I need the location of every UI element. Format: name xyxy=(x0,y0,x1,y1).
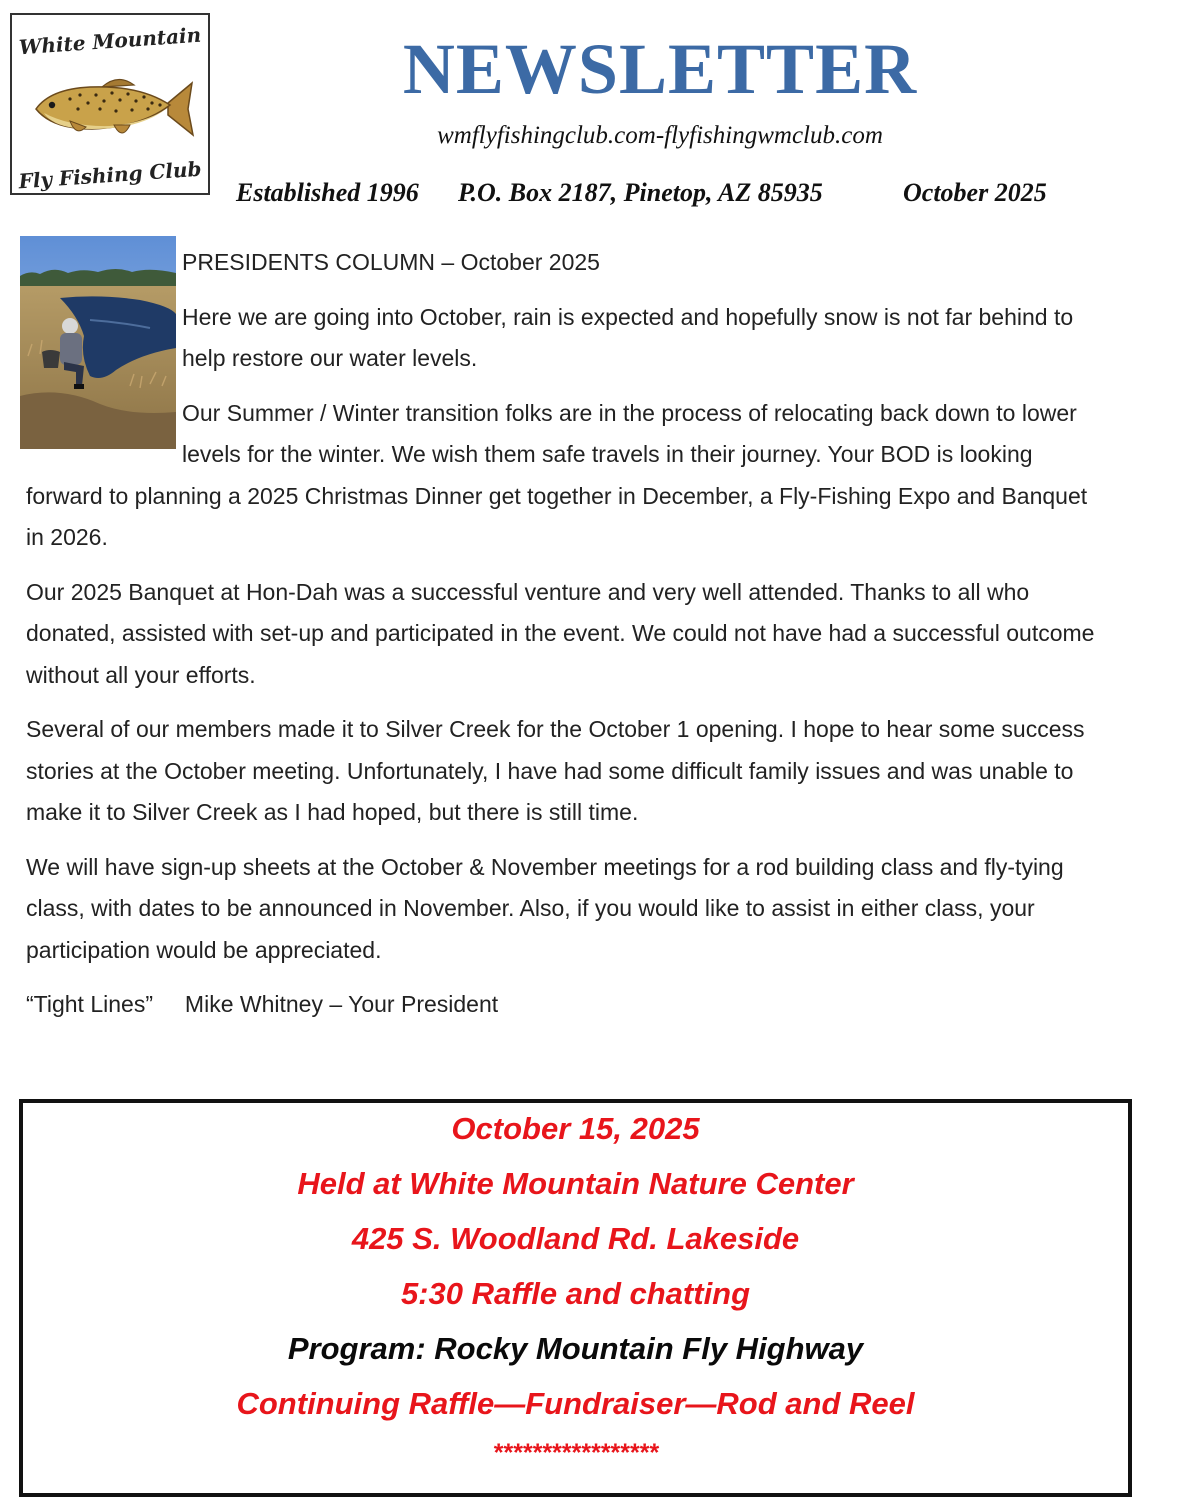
logo-top-text: White Mountain xyxy=(18,22,202,60)
column-paragraph: Here we are going into October, rain is expected and hopefully snow is not far behind to help restore our water levels. xyxy=(182,303,1074,371)
logo-bottom-text: Fly Fishing Club xyxy=(17,156,203,194)
column-paragraph: Our 2025 Banquet at Hon-Dah was a successful venture and very well attended. Thanks to all who donated, assisted with set-up and participated in the event. We could not have had a successful outcome without all your efforts. xyxy=(26,578,1095,688)
meeting-address: 425 S. Woodland Rd. Lakeside xyxy=(351,1221,800,1256)
meeting-location: Held at White Mountain Nature Center xyxy=(297,1166,854,1201)
meeting-time: 5:30 Raffle and chatting xyxy=(400,1276,751,1311)
column-paragraph: Several of our members made it to Silver Creek for the October 1 opening. I hope to hear some success stories at the October meeting. Unfortunately, I have had some difficult family issues and was unable to make it to Silver Creek as I had hoped, but there is still time. xyxy=(26,716,1085,825)
meeting-date: October 15, 2025 xyxy=(451,1111,700,1146)
column-heading: PRESIDENTS COLUMN – October 2025 xyxy=(182,249,600,275)
website-line: wmflyfishingclub.com-flyfishingwmclub.com xyxy=(437,122,883,149)
meeting-raffle: Continuing Raffle—Fundraiser—Rod and Reel xyxy=(236,1386,915,1421)
issue-date: October 2025 xyxy=(903,178,1047,207)
column-signoff: “Tight Lines” Mike Whitney – Your President xyxy=(26,991,499,1017)
column-paragraph: Our Summer / Winter transition folks are in the process of relocating back down to lower levels for the winter. We wish them safe travels in their journey. Your BOD is looking forward to planning a 2025 Christmas Dinner get together in December, a Fly-Fishing Expo and Banquet in 2026. xyxy=(26,399,1088,550)
meeting-stars: ***************** xyxy=(492,1439,659,1467)
newsletter-title: NEWSLETTER xyxy=(402,29,918,109)
info-line xyxy=(236,178,1076,208)
presidents-column xyxy=(26,242,1096,1039)
established-text: Established 1996 xyxy=(236,178,419,207)
club-logo xyxy=(10,13,210,195)
trout-fish-icon xyxy=(30,65,195,150)
address-text: P.O. Box 2187, Pinetop, AZ 85935 xyxy=(458,178,823,207)
meeting-program: Program: Rocky Mountain Fly Highway xyxy=(287,1331,864,1366)
meeting-info-box xyxy=(19,1099,1132,1497)
column-paragraph: We will have sign-up sheets at the October & November meetings for a rod building class and fly-tying class, with dates to be announced in November. Also, if you would like to assist in either class, your participation would be appreciated. xyxy=(26,853,1064,963)
